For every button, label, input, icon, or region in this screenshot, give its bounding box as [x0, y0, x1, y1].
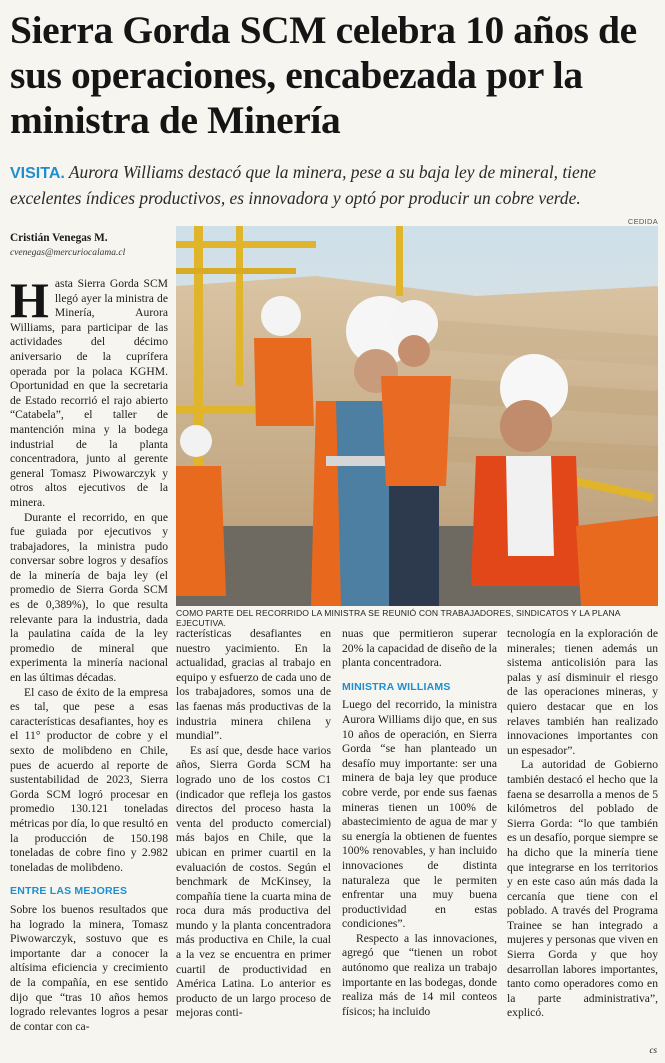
deck [10, 160, 658, 210]
photo-caption: COMO PARTE DEL RECORRIDO LA MINISTRA SE REUNIÓ CON TRABAJADORES, SINDICATOS Y LA PLANA EJECUTIVA. [176, 608, 621, 628]
column-2 [176, 627, 331, 1021]
column-1 [10, 272, 168, 1034]
paragraph: Durante el recorrido, en que fue guiada por ejecutivos y trabajadores, la ministra pudo conversar sobre logros y desafíos de la minería de baja ley (el promedio de Sierra Gorda SCM es de 0,389%), lo que resulta relevante para la industria, dada la paulatina caída de la ley promedio de mineral que experimenta la minería nacional en las últimas décadas. [10, 510, 168, 685]
subhead-ministra-williams: MINISTRA WILLIAMS [342, 680, 451, 693]
paragraph-text: asta Sierra Gorda SCM llegó ayer la ministra de Minería, Aurora Williams, para participar de las actividades del décimo aniversario de la cuprífera operada por la polaca KGHM. Oportunidad en que la secretaria de Estado recorrió el rajo abierto “Catabela”, el taller de mantención mina y la bodega industrial de la planta concentradora, junto al gerente general Tomasz Piwowarczyk y otros altos ejecutivos de la minera. [10, 277, 168, 509]
author-email: cvenegas@mercuriocalama.cl [10, 248, 126, 258]
deck-kicker: VISITA. [10, 165, 65, 182]
byline [10, 232, 168, 258]
paragraph: racterísticas desafiantes en nuestro yacimiento. En la actualidad, gracias al trabajo en equipo y esfuerzo de cada uno de los trabajadores, somos una de las faenas más productivas de la industria minera chilena y mundial”. [176, 627, 331, 743]
paragraph: nuas que permitieron superar 20% la capacidad de diseño de la planta concentradora. [342, 627, 497, 670]
column-3 [342, 627, 497, 1019]
column-4 [507, 627, 658, 1021]
paragraph: El caso de éxito de la empresa es tal, que pese a esas características desafiantes, hoy es el 11° productor de cobre y el sexto de molibdeno en Chile, pues de acuerdo al reporte de sustentabilidad de 2023, Sierra Gorda SCM logró procesar en promedio 130.121 toneladas métricas por día, lo que resultó en la producción de 150.198 toneladas de cobre fino y 2.982 toneladas de molibdeno. [10, 685, 168, 874]
deck-text: Aurora Williams destacó que la minera, pese a su baja ley de mineral, tiene excelentes índices productivos, es innovadora y optó por producir un cobre verde. [10, 162, 597, 208]
headline: Sierra Gorda SCM celebra 10 años de sus operaciones, encabezada por la ministra de Minería [10, 8, 637, 142]
paragraph: Es así que, desde hace varios años, Sierra Gorda SCM ha logrado uno de los costos C1 (indicador que refleja los gastos directos del proceso hasta la venta del producto comercial) más bajos en Chile, que la ubican en primer cuartil en la evaluación de costos. Según el benchmark de McKinsey, la compañía tiene la cuarta mina de roca dura más productiva del mundo y la planta concentradora más productiva en Chile, la cual a la vez se encuentra en primer cuartil de productividad en América Latina. Lo anterior es producto de un largo proceso de mejoras conti- [176, 743, 331, 1020]
paragraph: Sobre los buenos resultados que ha logrado la minera, Tomasz Piwowarczyk, sostuvo que es importante dar a conocer la altísima eficiencia y crecimiento de la compañía, en ese sentido dijo que “tras 10 años hemos logrado relevantes logros a pesar de contar con ca- [10, 902, 168, 1033]
article-photo [176, 226, 658, 606]
paragraph: La autoridad de Gobierno también destacó el hecho que la faena se desarrolla a menos de 5 kilómetros del poblado de Sierra Gorda: “lo que también es un desafío, porque siempre se ha dicho que la minería tiene que integrarse en los territorios y en este caso aún más dada la cercanía que tiene con el poblado. A través del Programa Trainee se han integrado a mujeres y personas que viven en Sierra Gorda y que hoy desarrollan labores importantes, tanto como operadores como en la parte administrativa”, explicó. [507, 758, 658, 1020]
paragraph: Luego del recorrido, la ministra Aurora Williams dijo que, en sus 10 años de operación, en Sierra Gorda “se han planteado un desafío muy importante: ser una minera de baja ley que produce cobre verde, por ende sus faenas mineras tienen un 100% de abastecimiento de agua de mar y su energía la obtienen de fuentes 100% renovables, y han incluido innovaciones de distinta naturaleza que le permiten enfrentar una muy buena productividad en estas condiciones”. [342, 698, 497, 931]
paragraph: Respecto a las innovaciones, agregó que “tienen un robot autónomo que realiza un trabajo importante en las bodegas, donde realiza más de 14 mil conteos físicos; ha incluido [342, 931, 497, 1018]
dropcap: H [10, 272, 49, 328]
photo-credit: CEDIDA [627, 217, 658, 226]
author-name: Cristián Venegas M. [10, 232, 108, 244]
paragraph: tecnología en la exploración de minerales; tienen además un sistema anticolisión para las palas y así disminuir el riesgo de las operaciones mineras, y quiero destacar que en los relaves también han realizado innovaciones importantes con un espesador”. [507, 627, 658, 757]
end-mark: cs [649, 1045, 657, 1055]
subhead-entre-las-mejores: ENTRE LAS MEJORES [10, 885, 128, 898]
paragraph [10, 272, 168, 511]
